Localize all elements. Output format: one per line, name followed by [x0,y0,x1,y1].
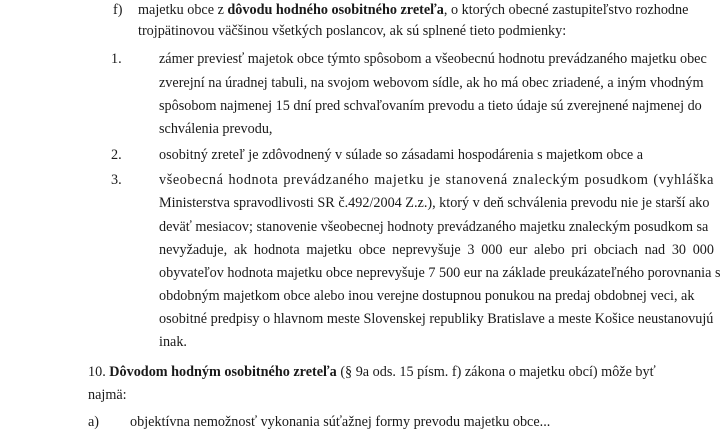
item-a-text: objektívna nemožnosť vykonania súťažnej formy prevodu majetku obce... [130,414,551,430]
section-10-number: 10. [88,364,106,380]
section-10-heading-line [88,363,656,381]
condition-1-line-1: zámer previesť majetok obce týmto spôsobom a všeobecnú hodnotu prevádzaného majetku obec [159,51,707,67]
condition-2-marker: 2. [111,147,122,163]
condition-3-line-3: deväť mesiacov; stanovenie všeobecnej hodnoty prevádzaného majetku znaleckým posudkom sa [159,219,709,235]
item-f-text-c: , o ktorých obecné zastupiteľstvo rozhodne [443,2,689,18]
condition-2-line-1: osobitný zreteľ je zdôvodnený v súlade so zásadami hospodárenia s majetkom obce a [159,147,644,163]
condition-3-line-2: Ministerstva spravodlivosti SR č.492/2004 Z.z.), ktorý v deň schválenia prevodu nie je starší ako [159,195,710,211]
item-f-marker: f) [113,2,123,18]
condition-3-line-8: inak. [159,334,187,350]
section-10-heading-rest: (§ 9a ods. 15 písm. f) zákona o majetku obcí) môže byť [336,364,656,380]
item-a-marker: a) [88,414,100,430]
condition-1-marker: 1. [111,51,122,67]
section-10-heading: Dôvodom hodným osobitného zreteľa [109,364,337,380]
condition-1-line-2: zverejní na úradnej tabuli, na svojom webovom sídle, ak ho má obec zriadené, a iným vhodným [159,75,704,91]
condition-3-line-7: osobitné predpisy o hlavnom meste Slovenskej republiky Bratislave a meste Košice neustanovujú [159,311,714,327]
item-f-line-1 [138,1,708,19]
condition-3-line-1: všeobecná hodnota prevádzaného majetku je stanovená znaleckým posudkom (vyhláška [159,172,714,188]
condition-1-line-4: schválenia prevodu, [159,121,273,137]
condition-3-line-5: obyvateľov hodnota majetku obce neprevyšuje 7 500 eur na základe preukázateľného porovnania s [159,265,720,281]
condition-3-marker: 3. [111,172,122,188]
section-10-line-2: najmä: [88,387,127,403]
item-f-line-2: trojpätinovou väčšinou všetkých poslancov, ak sú splnené tieto podmienky: [138,23,567,39]
condition-3-line-4: nevyžaduje, ak hodnota majetku obce neprevyšuje 3 000 eur alebo pri obciach nad 30 000 [159,242,714,258]
condition-1-line-3: spôsobom najmenej 15 dní pred schvaľovaním prevodu a tieto údaje sú zverejnené najmenej do [159,98,702,114]
item-f-bold-phrase: dôvodu hodného osobitného zreteľa [227,2,444,18]
item-f-text-a: majetku obce z [138,2,228,18]
condition-3-line-6: obdobným majetkom obce alebo inou verejne dostupnou ponukou na predaj obdobnej veci, ak [159,288,695,304]
